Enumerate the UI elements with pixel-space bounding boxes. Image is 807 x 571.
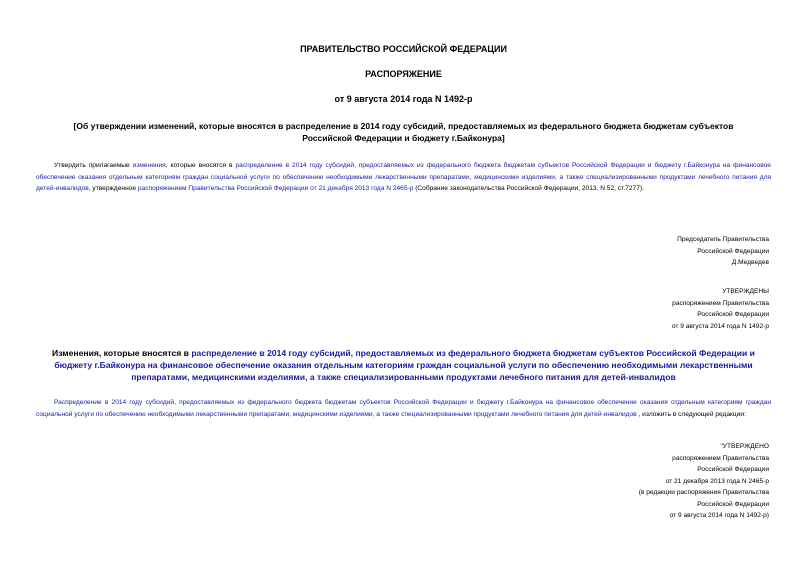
para1-text-1: Утвердить прилагаемые [54,162,133,169]
approved2-line-2: распоряжением Правительства [672,454,769,462]
approved-edition-block [639,441,769,522]
para1-text-2: , которые вносятся в [165,162,236,169]
signature-line-3: Д.Медведев [731,259,769,266]
subject-line-2: Российской Федерации и бюджету г.Байконура] [302,133,505,143]
approved2-line-4: от 21 декабря 2013 года N 2465-р [665,477,769,485]
approved-line-1: УТВЕРЖДЕНЫ [722,288,769,295]
para2-link[interactable]: Распределение в 2014 году субсидий, предоставляемых из федерального бюджета бюджетам субъектов Российской Федерации и бюджету г.Байконура на финансовое обеспечение оказания отдельным категориям граждан социальной услуги по обеспечению необходимыми лекарственными препаратами, медицинскими изделиями, а также специализированными продуктами лечебного питания для детей-инвалидов [36,399,771,418]
changes-title [36,347,771,383]
doc-type-heading: РАСПОРЯЖЕНИЕ [365,69,442,79]
approved2-line-3: Российской Федерации [697,466,769,473]
distribution-link[interactable]: распределение в 2014 году субсидий, предоставляемых из федерального бюджета бюджетам субъектов Российской Федерации и бюджету г.Байконура на финансовое обеспечение оказания отдельным категориям граждан социальной услуги по обеспечению необходимыми лекарственными препаратами, медицинскими изделиями, а также специализированными продуктами лечебного питания для детей-инвалидов [36,162,771,192]
signature-line-2: Российской Федерации [697,247,769,255]
approved-line-2: распоряжением Правительства [672,299,769,307]
org-heading: ПРАВИТЕЛЬСТВО РОССИЙСКОЙ ФЕДЕРАЦИИ [300,44,507,54]
changes-title-plain: Изменения, которые вносятся в [52,348,192,358]
changes-paragraph [36,397,771,420]
order-2465-link[interactable]: распоряжением Правительства Российской Федерации от 21 декабря 2013 года N 2465-р [137,185,414,192]
para1-text-3: , утвержденное [88,185,138,192]
decree-paragraph [36,160,771,195]
signature-line-1: Председатель Правительства [677,236,769,243]
signature-block [677,234,769,269]
para1-text-4: (Собрание законодательства Российской Федерации, 2013, N 52, ст.7277). [413,185,644,192]
approved-line-3: Российской Федерации [697,311,769,318]
subject-heading [0,120,807,144]
approved2-line-6: Российской Федерации [697,500,769,508]
changes-link[interactable]: изменения [132,162,166,169]
approved-line-4: от 9 августа 2014 года N 1492-р [671,322,769,330]
changes-title-link[interactable]: распределение в 2014 году субсидий, предоставляемых из федерального бюджета бюджетам субъектов Российской Федерации и бюджету г.Байконура на финансовое обеспечение оказания отдельным категориям граждан социальной услуги по обеспечению необходимыми лекарственными препаратами, медицинскими изделиями, а также специализированными продуктами лечебного питания для детей-инвалидов [54,348,755,382]
approved-block [672,286,769,332]
subject-line-1: [Об утверждении изменений, которые вносятся в распределение в 2014 году субсидий, предоставляемых из федерального бюджета бюджетам субъектов [73,121,734,131]
approved2-line-1: "УТВЕРЖДЕНО [720,443,769,450]
para2-text: , изложить в следующей редакции: [636,410,746,418]
date-number-heading: от 9 августа 2014 года N 1492-р [334,94,473,104]
approved2-line-5: (в редакции распоряжения Правительства [638,489,769,496]
approved2-line-7: от 9 августа 2014 года N 1492-р) [669,512,769,519]
